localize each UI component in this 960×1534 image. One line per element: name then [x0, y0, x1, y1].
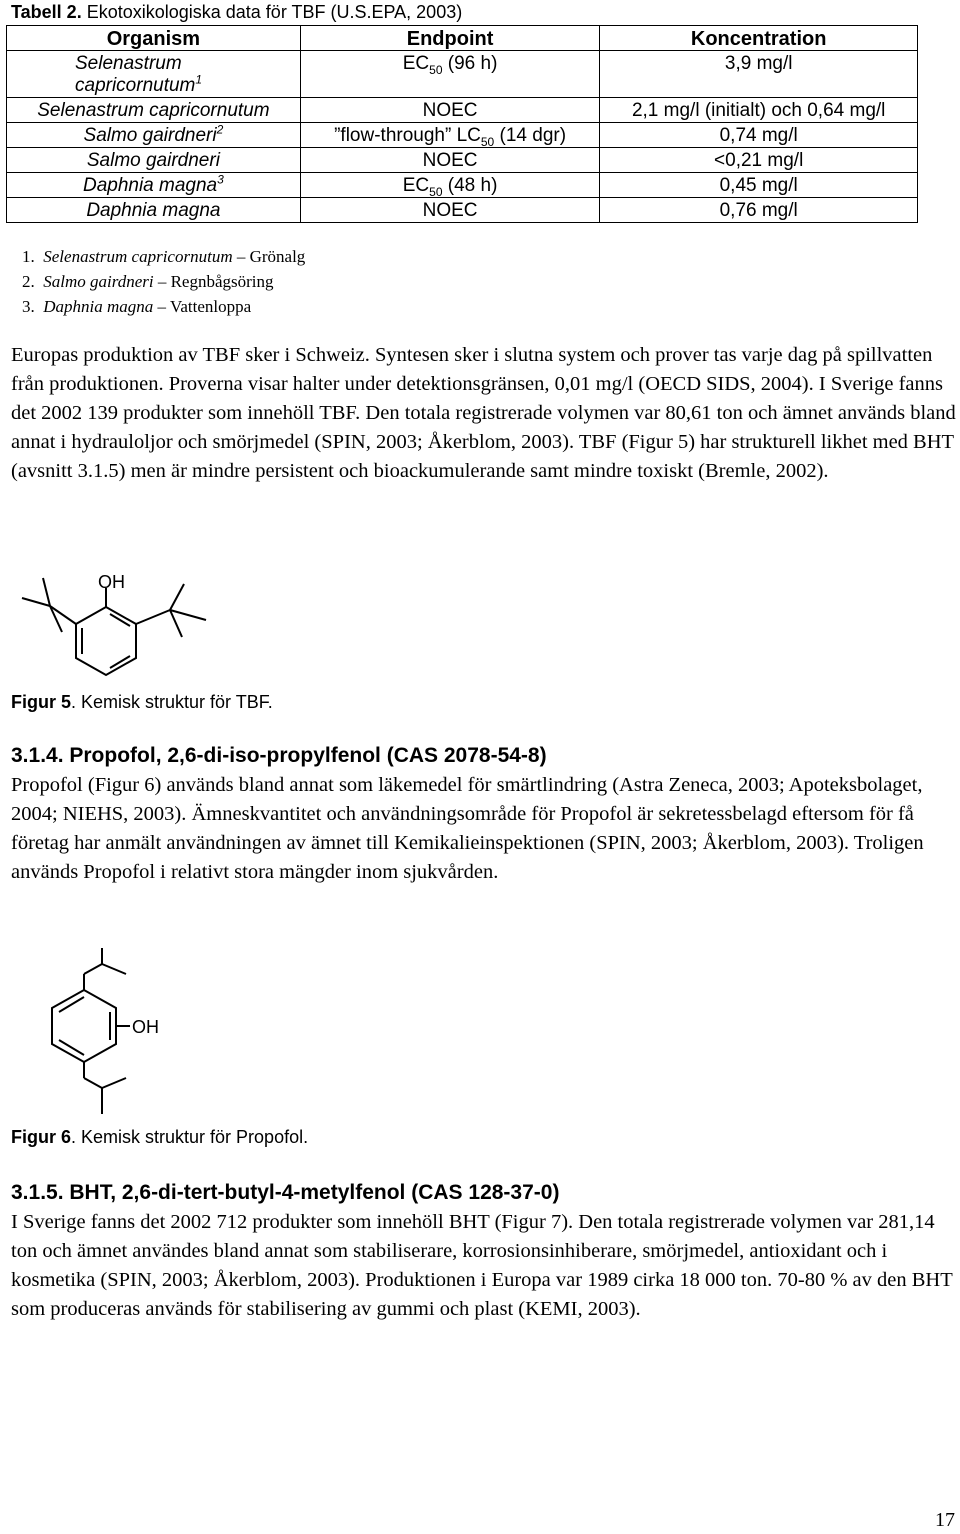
footnote-item: 3. Daphnia magna – Vattenloppa [22, 297, 252, 316]
cell-concentration: 0,45 mg/l [600, 173, 918, 198]
footnote-item: 2. Salmo gairdneri – Regnbågsöring [22, 272, 274, 291]
cell-endpoint: NOEC [300, 198, 600, 223]
table-caption-text: Ekotoxikologiska data för TBF (U.S.EPA, 2003) [81, 2, 463, 22]
oh-label: OH [132, 1017, 159, 1037]
table-caption [11, 2, 462, 23]
header-concentration: Koncentration [600, 26, 918, 51]
ecotox-table [6, 25, 918, 223]
tbf-structure-figure [10, 562, 230, 682]
header-endpoint: Endpoint [300, 26, 600, 51]
cell-concentration: 3,9 mg/l [600, 51, 918, 98]
cell-organism: Daphnia magna$^3$ [7, 173, 301, 198]
propofol-structure-figure [10, 948, 210, 1118]
cell-endpoint: ”flow-through” $LC_{50}$ (14 dgr) [300, 123, 600, 148]
figure5-text: . Kemisk struktur för TBF. [71, 692, 273, 712]
propofol-paragraph: Propofol (Figur 6) används bland annat som läkemedel för smärtlindring (Astra Zeneca, 2003; Apoteksbolaget, 2004; NIEHS, 2003). Ämneskvantitet och användningsområde för Propofol är sekretessbelagd eftersom för få företag har anmält användningen av ämnet till Kemikalieinspektionen (SPIN, 2003; Åkerblom, 2003). Troligen används Propofol i relativt stora mängder inom sjukvården. [11, 774, 924, 883]
tbf-paragraph: Europas produktion av TBF sker i Schweiz. Syntesen sker i slutna system och prover tas varje dag på spillvatten från produktionen. Proverna visar halter under detektionsgränsen, 0,01 mg/l (OECD SIDS, 2004). I Sverige fanns det 2002 139 produkter som innehöll TBF. Den totala registrerade volymen var 80,61 ton och ämnet används bland annat i hydrauloljor och smörjmedel (SPIN, 2003; Åkerblom, 2003). TBF (Figur 5) har strukturell likhet med BHT (avsnitt 3.1.5) men är mindre persistent och bioackumulerande samt mindre toxiskt (Bremle, 2002). [11, 344, 956, 482]
table-row [7, 123, 918, 148]
cell-organism: Daphnia magna [7, 198, 301, 223]
cell-organism: Selenastrum capricornutum [7, 98, 301, 123]
table-row [7, 173, 918, 198]
cell-endpoint: NOEC [300, 98, 600, 123]
cell-endpoint: $EC_{50}$ (96 h) [300, 51, 600, 98]
header-organism: Organism [7, 26, 301, 51]
figure6-caption [11, 1127, 308, 1148]
table-row [7, 148, 918, 173]
footnote-item: 1. Selenastrum capricornutum – Grönalg [22, 247, 306, 266]
oh-label: OH [98, 572, 125, 592]
table-caption-label: Tabell 2. [11, 2, 82, 22]
cell-endpoint: $EC_{50}$ (48 h) [300, 173, 600, 198]
figure6-text: . Kemisk struktur för Propofol. [71, 1127, 309, 1147]
table-row [7, 198, 918, 223]
figure5-label: Figur 5 [11, 692, 72, 712]
cell-concentration: <0,21 mg/l [600, 148, 918, 173]
cell-concentration: 0,74 mg/l [600, 123, 918, 148]
cell-organism: Salmo gairdneri [7, 148, 301, 173]
figure6-label: Figur 6 [11, 1127, 72, 1147]
cell-concentration: 2,1 mg/l (initialt) och 0,64 mg/l [600, 98, 918, 123]
table-row [7, 98, 918, 123]
footnote-list [22, 244, 305, 319]
cell-concentration: 0,76 mg/l [600, 198, 918, 223]
figure5-caption [11, 692, 273, 713]
page-number: 17 [935, 1509, 955, 1531]
section-heading-bht: 3.1.5. BHT, 2,6-di-tert-butyl-4-metylfenol (CAS 128-37-0) [11, 1181, 560, 1204]
cell-endpoint: NOEC [300, 148, 600, 173]
bht-paragraph: I Sverige fanns det 2002 712 produkter som innehöll BHT (Figur 7). Den totala registrerade volymen var 281,14 ton och ämnet användes bland annat som stabiliserare, korrosionsinhiberare, smörjmedel, antioxidant och i kosmetika (SPIN, 2003; Åkerblom, 2003). Produktionen i Europa var 1989 cirka 18 000 ton. 70-80 % av den BHT som produceras används för stabilisering av gummi och plast (KEMI, 2003). [11, 1211, 953, 1320]
section-heading-propofol: 3.1.4. Propofol, 2,6-di-iso-propylfenol (CAS 2078-54-8) [11, 744, 547, 767]
cell-organism: Salmo gairdneri$^2$ [7, 123, 301, 148]
table-header-row [7, 26, 918, 51]
cell-organism: Selenastrum capricornutum$^1$ [7, 51, 301, 98]
table-row [7, 51, 918, 98]
